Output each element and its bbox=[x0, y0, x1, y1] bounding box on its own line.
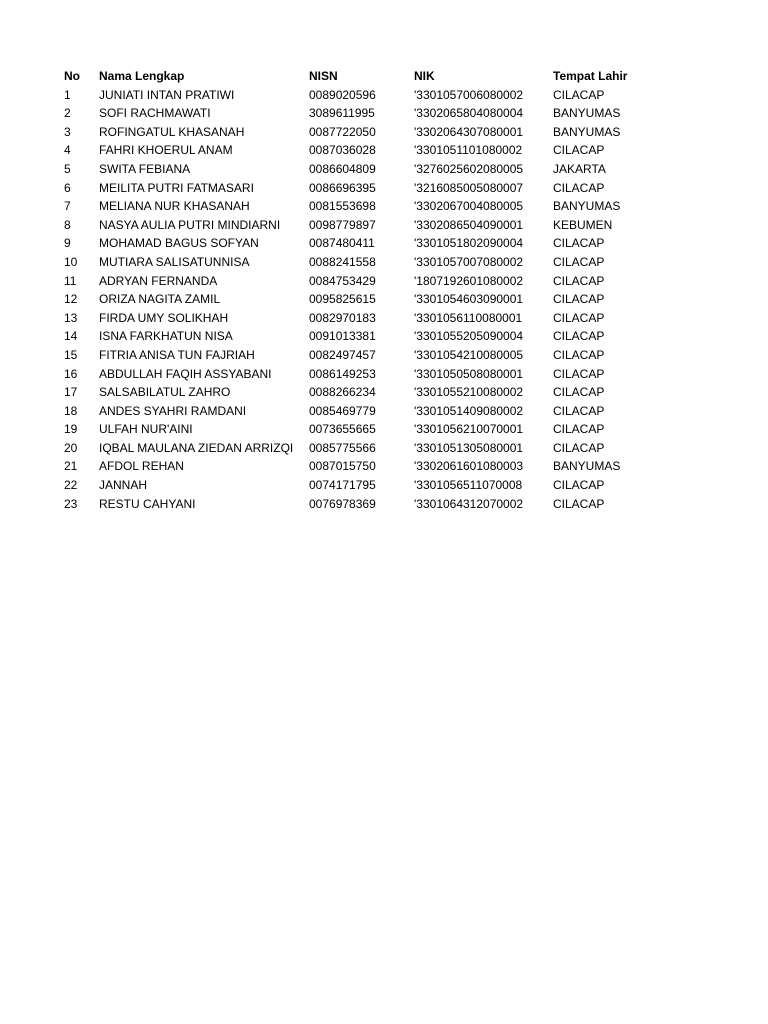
cell-nik: '3301057006080002 bbox=[414, 87, 524, 102]
cell-nik: '3276025602080005 bbox=[414, 161, 524, 176]
cell-nama-lengkap: FAHRI KHOERUL ANAM bbox=[99, 143, 233, 158]
cell-nik: '3301054210080005 bbox=[414, 347, 524, 362]
cell-nisn: 0087722050 bbox=[309, 124, 376, 139]
cell-nama-lengkap: FIRDA UMY SOLIKHAH bbox=[99, 310, 229, 325]
cell-nisn: 0081553698 bbox=[309, 199, 376, 214]
cell-nisn: 0073655665 bbox=[309, 422, 376, 437]
cell-tempat-lahir: CILACAP bbox=[553, 310, 605, 325]
cell-nik: '3301056210070001 bbox=[414, 422, 524, 437]
cell-no: 21 bbox=[64, 459, 78, 474]
cell-nisn: 0089020596 bbox=[309, 87, 376, 102]
cell-nisn: 0086696395 bbox=[309, 180, 376, 195]
cell-nama-lengkap: RESTU CAHYANI bbox=[99, 496, 196, 511]
table-row bbox=[60, 104, 649, 123]
table-body bbox=[60, 86, 649, 514]
cell-no: 6 bbox=[64, 180, 71, 195]
cell-nik: '3302065804080004 bbox=[414, 106, 524, 121]
cell-nik: '3302061601080003 bbox=[414, 459, 524, 474]
cell-nisn: 0085775566 bbox=[309, 440, 376, 455]
cell-no: 14 bbox=[64, 329, 78, 344]
cell-no: 3 bbox=[64, 124, 71, 139]
cell-nama-lengkap: JANNAH bbox=[99, 478, 148, 493]
cell-nama-lengkap: IQBAL MAULANA ZIEDAN ARRIZQI bbox=[99, 440, 294, 455]
cell-nisn: 0087036028 bbox=[309, 143, 376, 158]
cell-tempat-lahir: CILACAP bbox=[553, 496, 605, 511]
cell-no: 10 bbox=[64, 254, 78, 269]
table-row bbox=[60, 253, 649, 272]
cell-tempat-lahir: CILACAP bbox=[553, 422, 605, 437]
cell-no: 13 bbox=[64, 310, 78, 325]
cell-tempat-lahir: CILACAP bbox=[553, 347, 605, 362]
cell-nama-lengkap: ABDULLAH FAQIH ASSYABANI bbox=[99, 366, 272, 381]
table-row bbox=[60, 327, 649, 346]
cell-tempat-lahir: CILACAP bbox=[553, 385, 605, 400]
cell-no: 1 bbox=[64, 87, 71, 102]
cell-nik: '3301051305080001 bbox=[414, 440, 524, 455]
table-row bbox=[60, 272, 649, 291]
cell-nik: '3301056110080001 bbox=[414, 310, 523, 325]
cell-nik: '3301051802090004 bbox=[414, 236, 524, 251]
cell-nama-lengkap: ORIZA NAGITA ZAMIL bbox=[99, 292, 221, 307]
cell-nama-lengkap: MEILITA PUTRI FATMASARI bbox=[99, 180, 254, 195]
cell-nama-lengkap: NASYA AULIA PUTRI MINDIARNI bbox=[99, 217, 281, 232]
cell-no: 17 bbox=[64, 385, 78, 400]
table-row bbox=[60, 197, 649, 216]
cell-nisn: 0098779897 bbox=[309, 217, 376, 232]
cell-tempat-lahir: CILACAP bbox=[553, 273, 605, 288]
cell-tempat-lahir: BANYUMAS bbox=[553, 199, 621, 214]
cell-nisn: 0076978369 bbox=[309, 496, 376, 511]
cell-nisn: 0085469779 bbox=[309, 403, 376, 418]
cell-nama-lengkap: AFDOL REHAN bbox=[99, 459, 184, 474]
cell-nisn: 0084753429 bbox=[309, 273, 376, 288]
cell-no: 5 bbox=[64, 161, 71, 176]
cell-no: 8 bbox=[64, 217, 71, 232]
header-nisn: NISN bbox=[309, 69, 338, 83]
cell-nama-lengkap: ANDES SYAHRI RAMDANI bbox=[99, 403, 247, 418]
cell-tempat-lahir: CILACAP bbox=[553, 236, 605, 251]
cell-nama-lengkap: SWITA FEBIANA bbox=[99, 161, 191, 176]
cell-nisn: 0074171795 bbox=[309, 478, 376, 493]
table-row bbox=[60, 383, 649, 402]
cell-nama-lengkap: JUNIATI INTAN PRATIWI bbox=[99, 87, 235, 102]
table-row bbox=[60, 439, 649, 458]
cell-no: 20 bbox=[64, 440, 78, 455]
cell-nik: '1807192601080002 bbox=[414, 273, 524, 288]
table-row bbox=[60, 216, 649, 235]
table-row bbox=[60, 290, 649, 309]
cell-no: 11 bbox=[64, 273, 77, 288]
table-row bbox=[60, 476, 649, 495]
cell-nik: '3301050508080001 bbox=[414, 366, 524, 381]
cell-no: 7 bbox=[64, 199, 71, 214]
cell-nama-lengkap: MUTIARA SALISATUNNISA bbox=[99, 254, 250, 269]
cell-nisn: 0086604809 bbox=[309, 161, 376, 176]
cell-nisn: 0082497457 bbox=[309, 347, 376, 362]
cell-no: 19 bbox=[64, 422, 78, 437]
header-row bbox=[60, 67, 649, 86]
cell-nama-lengkap: MOHAMAD BAGUS SOFYAN bbox=[99, 236, 259, 251]
cell-no: 2 bbox=[64, 106, 71, 121]
student-table bbox=[60, 67, 649, 513]
table-row bbox=[60, 365, 649, 384]
table-row bbox=[60, 160, 649, 179]
cell-tempat-lahir: CILACAP bbox=[553, 403, 605, 418]
table-row bbox=[60, 234, 649, 253]
cell-tempat-lahir: CILACAP bbox=[553, 87, 605, 102]
cell-tempat-lahir: CILACAP bbox=[553, 143, 605, 158]
cell-nama-lengkap: SALSABILATUL ZAHRO bbox=[99, 385, 231, 400]
cell-nama-lengkap: ULFAH NUR'AINI bbox=[99, 422, 193, 437]
table-row bbox=[60, 457, 649, 476]
cell-nisn: 0082970183 bbox=[309, 310, 376, 325]
table-row bbox=[60, 123, 649, 142]
table-row bbox=[60, 346, 649, 365]
header-tempat-lahir: Tempat Lahir bbox=[553, 69, 628, 83]
header-no: No bbox=[64, 69, 80, 83]
cell-tempat-lahir: JAKARTA bbox=[553, 161, 606, 176]
cell-nama-lengkap: ROFINGATUL KHASANAH bbox=[99, 124, 245, 139]
cell-tempat-lahir: CILACAP bbox=[553, 254, 605, 269]
cell-nama-lengkap: ADRYAN FERNANDA bbox=[99, 273, 218, 288]
header-nama-lengkap: Nama Lengkap bbox=[99, 69, 185, 83]
cell-tempat-lahir: CILACAP bbox=[553, 329, 605, 344]
table-row bbox=[60, 495, 649, 514]
cell-tempat-lahir: CILACAP bbox=[553, 478, 605, 493]
cell-tempat-lahir: BANYUMAS bbox=[553, 124, 621, 139]
cell-no: 4 bbox=[64, 143, 71, 158]
cell-nik: '3301051409080002 bbox=[414, 403, 524, 418]
cell-tempat-lahir: BANYUMAS bbox=[553, 459, 621, 474]
cell-nisn: 0095825615 bbox=[309, 292, 376, 307]
cell-nisn: 0087015750 bbox=[309, 459, 376, 474]
cell-no: 9 bbox=[64, 236, 71, 251]
cell-nama-lengkap: MELIANA NUR KHASANAH bbox=[99, 199, 250, 214]
cell-no: 15 bbox=[64, 347, 78, 362]
cell-tempat-lahir: BANYUMAS bbox=[553, 106, 621, 121]
cell-nik: '3301054603090001 bbox=[414, 292, 524, 307]
cell-nik: '3301055210080002 bbox=[414, 385, 524, 400]
cell-nisn: 0087480411 bbox=[309, 236, 375, 251]
cell-nik: '3302086504090001 bbox=[414, 217, 524, 232]
cell-no: 16 bbox=[64, 366, 78, 381]
cell-tempat-lahir: KEBUMEN bbox=[553, 217, 613, 232]
table-row bbox=[60, 179, 649, 198]
header-nik: NIK bbox=[414, 69, 435, 83]
cell-no: 12 bbox=[64, 292, 78, 307]
cell-nik: '3302067004080005 bbox=[414, 199, 524, 214]
cell-nisn: 0088266234 bbox=[309, 385, 376, 400]
table-row bbox=[60, 420, 649, 439]
cell-nik: '3301064312070002 bbox=[414, 496, 524, 511]
cell-nisn: 0088241558 bbox=[309, 254, 376, 269]
cell-nik: '3216085005080007 bbox=[414, 180, 524, 195]
table-row bbox=[60, 86, 649, 105]
table-row bbox=[60, 309, 649, 328]
cell-nik: '3301057007080002 bbox=[414, 254, 524, 269]
cell-tempat-lahir: CILACAP bbox=[553, 292, 605, 307]
cell-tempat-lahir: CILACAP bbox=[553, 366, 605, 381]
cell-tempat-lahir: CILACAP bbox=[553, 440, 605, 455]
cell-nama-lengkap: SOFI RACHMAWATI bbox=[99, 106, 211, 121]
cell-nik: '3301056511070008 bbox=[414, 478, 523, 493]
table-row bbox=[60, 402, 649, 421]
cell-nama-lengkap: FITRIA ANISA TUN FAJRIAH bbox=[99, 347, 255, 362]
cell-nik: '3302064307080001 bbox=[414, 124, 524, 139]
cell-no: 18 bbox=[64, 403, 78, 418]
cell-no: 23 bbox=[64, 496, 78, 511]
cell-nik: '3301051101080002 bbox=[414, 143, 523, 158]
cell-nisn: 3089611995 bbox=[309, 106, 375, 121]
table-row bbox=[60, 141, 649, 160]
cell-nik: '3301055205090004 bbox=[414, 329, 524, 344]
cell-nisn: 0086149253 bbox=[309, 366, 376, 381]
cell-nama-lengkap: ISNA FARKHATUN NISA bbox=[99, 329, 233, 344]
cell-no: 22 bbox=[64, 478, 78, 493]
cell-tempat-lahir: CILACAP bbox=[553, 180, 605, 195]
cell-nisn: 0091013381 bbox=[309, 329, 376, 344]
